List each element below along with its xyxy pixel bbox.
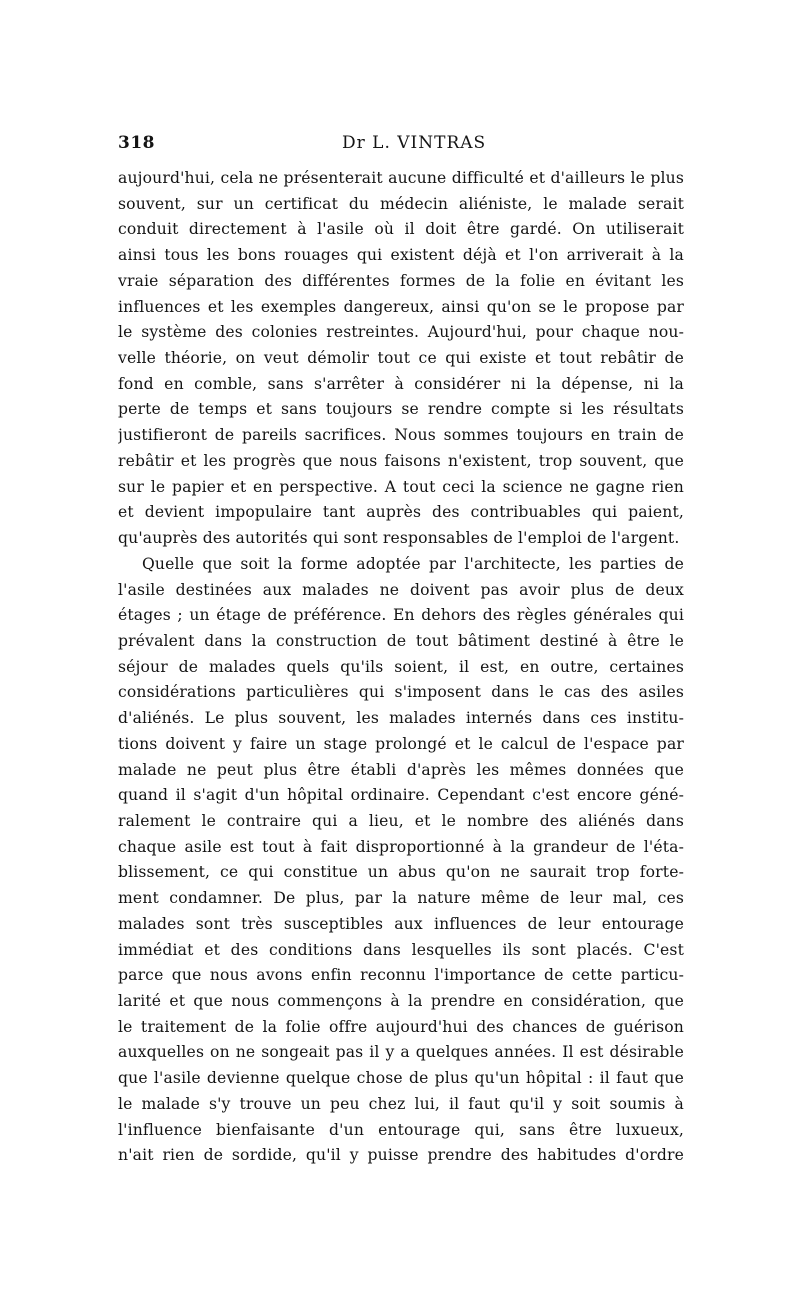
text-line: séjour de malades quels qu'ils soient, il est, en outre, certaines [118,657,684,676]
running-title: Dr L. VINTRAS [342,133,487,153]
text-line: vraie séparation des différentes formes de la folie en évitant les [118,271,684,290]
body-text [118,166,684,1169]
text-line: l'influence bienfaisante d'un entourage qui, sans être luxueux, [118,1120,684,1139]
text-line: que l'asile devienne quelque chose de plus qu'un hôpital : il faut que [118,1069,684,1088]
text-line: le malade s'y trouve un peu chez lui, il faut qu'il y soit soumis à [118,1094,684,1113]
text-line: qu'auprès des autorités qui sont responsables de l'emploi de l'argent. [118,529,680,548]
paragraph-2 [118,552,684,1169]
text-line: auxquelles on ne songeait pas il y a quelques années. Il est désirable [118,1043,684,1062]
text-line: Quelle que soit la forme adoptée par l'architecte, les parties de [142,554,684,573]
text-line: chaque asile est tout à fait disproportionné à la grandeur de l'éta- [118,837,684,856]
text-line: perte de temps et sans toujours se rendre compte si les résultats [118,400,684,419]
text-line: l'asile destinées aux malades ne doivent pas avoir plus de deux [118,580,684,599]
text-line: n'ait rien de sordide, qu'il y puisse prendre des habitudes d'ordre [118,1146,684,1165]
paragraph-1 [118,166,684,552]
text-line: conduit directement à l'asile où il doit être gardé. On utiliserait [118,220,684,239]
text-line: fond en comble, sans s'arrêter à considérer ni la dépense, ni la [118,374,684,393]
text-line: souvent, sur un certificat du médecin aliéniste, le malade serait [118,194,684,213]
text-line: ralement le contraire qui a lieu, et le nombre des aliénés dans [118,811,684,830]
text-line: prévalent dans la construction de tout bâtiment destiné à être le [118,631,684,650]
text-line: d'aliénés. Le plus souvent, les malades internés dans ces institu- [118,709,684,728]
text-line: quand il s'agit d'un hôpital ordinaire. Cependant c'est encore géné- [118,786,684,805]
text-line: justifieront de pareils sacrifices. Nous sommes toujours en train de [118,426,684,445]
text-line: tions doivent y faire un stage prolongé et le calcul de l'espace par [118,734,684,753]
text-line: ainsi tous les bons rouages qui existent déjà et l'on arriverait à la [118,246,684,265]
running-head [118,133,684,161]
text-line: le système des colonies restreintes. Aujourd'hui, pour chaque nou- [118,323,684,342]
text-line: malade ne peut plus être établi d'après les mêmes données que [118,760,684,779]
text-line: larité et que nous commençons à la prendre en considération, que [118,992,684,1010]
page-number: 318 [118,133,155,153]
text-line: ment condamner. De plus, par la nature même de leur mal, ces [118,889,684,908]
text-line: le traitement de la folie offre aujourd'hui des chances de guérison [118,1017,684,1036]
text-line: blissement, ce qui constitue un abus qu'on ne saurait trop forte- [118,863,684,882]
text-line: immédiat et des conditions dans lesquelles ils sont placés. C'est [118,940,684,959]
text-line: étages ; un étage de préférence. En dehors des règles générales qui [118,606,684,625]
text-line: rebâtir et les progrès que nous faisons n'existent, trop souvent, que [118,451,684,470]
text-line: influences et les exemples dangereux, ainsi qu'on se le propose par [118,297,684,316]
text-line: malades sont très susceptibles aux influences de leur entourage [118,914,684,933]
text-line: et devient impopulaire tant auprès des contribuables qui paient, [118,503,684,522]
text-line: sur le papier et en perspective. A tout ceci la science ne gagne rien [118,477,684,496]
text-line: velle théorie, on veut démolir tout ce qui existe et tout rebâtir de [118,349,684,368]
text-line: parce que nous avons enfin reconnu l'importance de cette particu- [118,966,684,985]
text-line: aujourd'hui, cela ne présenterait aucune difficulté et d'ailleurs le plus [118,169,684,187]
text-line: considérations particulières qui s'imposent dans le cas des asiles [118,683,684,702]
